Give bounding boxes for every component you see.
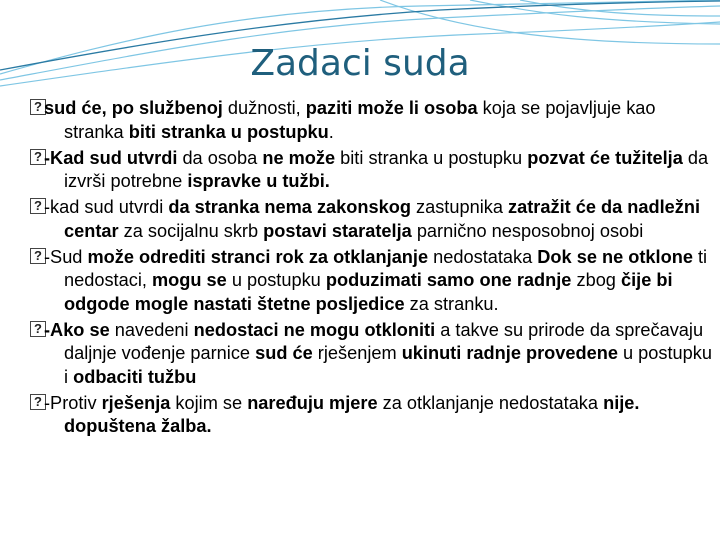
bullet-item xyxy=(14,319,714,390)
bold-run: naređuju mjere xyxy=(247,392,383,413)
text-run: u postupku i xyxy=(64,343,712,387)
text-run: zastupnika xyxy=(416,197,509,217)
bullet-glyph-icon: ? xyxy=(30,149,46,165)
bullet-item xyxy=(14,196,714,243)
bold-run: ispravke u tužbi. xyxy=(187,171,330,191)
bold-run: postavi staratelja xyxy=(263,220,417,241)
bold-run: ne može xyxy=(262,147,341,168)
text-run: biti stranka u postupku xyxy=(340,147,528,168)
bullet-glyph-icon: ? xyxy=(30,198,46,214)
bullet-glyph-icon: ? xyxy=(30,394,46,410)
bullet-glyph-icon: ? xyxy=(30,248,46,264)
bullet-text xyxy=(44,147,714,194)
text-run: -kad sud utvrdi xyxy=(44,197,169,217)
bold-run: odbaciti tužbu xyxy=(73,366,197,387)
bullet-text xyxy=(44,97,714,144)
text-run: da izvrši potrebne xyxy=(64,147,709,191)
bullet-glyph-icon: ? xyxy=(30,99,46,115)
text-run: ti nedostaci, xyxy=(64,246,708,290)
bold-run: nedostaci ne mogu otkloniti xyxy=(193,319,441,340)
bullet-text xyxy=(44,319,714,390)
bold-run: može odrediti stranci rok za otklanjanje xyxy=(87,246,434,267)
text-run: zbog xyxy=(576,270,621,290)
text-run: u postupku xyxy=(231,270,326,290)
bullet-glyph-icon: ? xyxy=(30,321,46,337)
text-run: rješenjem xyxy=(317,343,402,363)
bullet-item xyxy=(14,246,714,317)
text-run: -Sud xyxy=(44,246,88,267)
text-run: kojim se xyxy=(175,392,248,413)
bold-run: čije bi odgode mogle nastati štetne posljedice xyxy=(64,270,673,314)
text-run: za stranku. xyxy=(409,293,499,314)
bold-run: poduzimati samo one radnje xyxy=(325,270,577,290)
bold-run: paziti može li osoba xyxy=(305,98,483,118)
bold-run: zatražit će da nadležni centar xyxy=(64,197,701,241)
bullet-text xyxy=(44,246,714,317)
text-run: a takve su prirode da sprečavaju daljnje vođenje parnice xyxy=(64,319,704,363)
text-run: za socijalnu skrb xyxy=(123,220,264,241)
text-run: koja se pojavljuje kao stranka xyxy=(64,98,656,142)
bullet-text xyxy=(44,392,714,439)
text-run: za otklanjanje nedostataka xyxy=(382,392,604,413)
text-run: . xyxy=(328,121,334,142)
bold-run: da stranka nema zakonskog xyxy=(168,197,416,217)
bold-run: biti stranka u postupku xyxy=(128,121,329,142)
bullet-item xyxy=(14,147,714,194)
bold-run: -Ako se xyxy=(44,319,115,340)
bold-run: Dok se ne otklone xyxy=(537,246,698,267)
bold-run: ukinuti radnje provedene xyxy=(401,343,624,363)
bullet-item xyxy=(14,97,714,144)
text-run: dužnosti, xyxy=(227,98,306,118)
bullet-text xyxy=(44,196,714,243)
bold-run: sud će xyxy=(255,343,318,363)
text-run: nedostataka xyxy=(433,246,538,267)
bold-run: nije. dopuštena žalba. xyxy=(64,392,640,436)
bullet-list xyxy=(14,97,714,441)
text-run: -Protiv xyxy=(44,392,102,413)
bold-run: rješenja xyxy=(101,392,176,413)
text-run: navedeni xyxy=(114,319,194,340)
bold-run: -Kad sud utvrdi xyxy=(44,147,183,168)
bold-run: mogu se xyxy=(151,270,232,290)
slide-title: Zadaci suda xyxy=(250,43,470,84)
text-run: da osoba xyxy=(182,147,263,168)
bullet-item xyxy=(14,392,714,439)
bold-run: sud će, po službenoj xyxy=(44,98,228,118)
text-run: parnično nesposobnoj osobi xyxy=(416,220,644,241)
bold-run: pozvat će tužitelja xyxy=(527,147,688,168)
